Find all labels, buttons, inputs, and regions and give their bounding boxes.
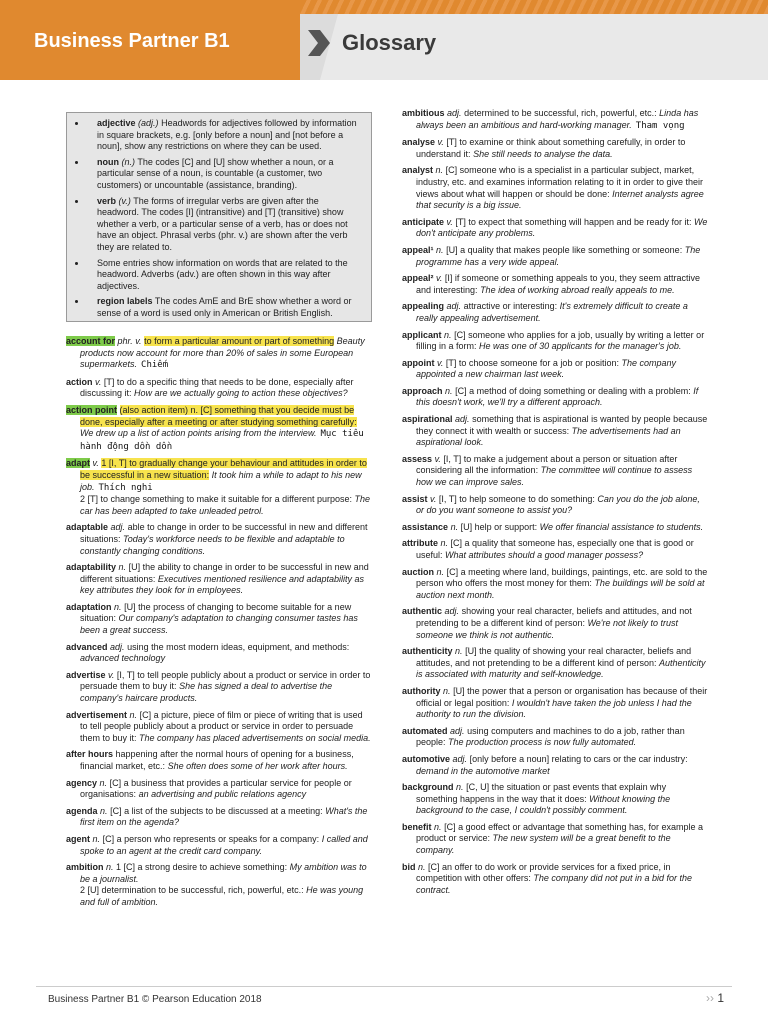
entry-pos: n. [434,821,442,832]
entry-example: The new system will be a great benefit to the company. [416,833,671,856]
glossary-entry [66,670,372,705]
entry-example: The production process is now fully automated. [448,737,637,748]
handwritten-note: Chiếm [141,360,169,371]
entry-pos: v. [434,453,441,464]
entry-definition: [T] to choose someone for a job or position: [445,357,619,368]
usage-notes-box [66,112,372,322]
entry-example: The idea of working abroad really appeals to me. [480,284,675,295]
entry-example: She often does some of her work after hours. [167,761,348,771]
entry-definition: [I, T] to help someone to do something: [438,493,595,504]
note-text: The forms of irregular verbs are given after the headword. The codes [I] (intransitive) and [T] (transitive) show whether a verb, or a particular sense of a verb, has or does not have an object. Phrasal verbs (phr. v.) are shown after the verb they are related to. [97,195,348,252]
entry-example: I called and spoke to an agent at the credit card company. [80,833,368,856]
entry-example: We drew up a list of action points arising from the interview. [80,428,317,439]
entry-example: Today's workforce needs to be flexible and adaptable to constantly changing conditions. [80,533,345,556]
entry-definition: showing your real character, beliefs and attitudes, and not pretending to be a different kind of person: [416,606,692,628]
glossary-entry [402,754,708,777]
entry-headword: adaptation [66,601,112,612]
entry-pos: v. [446,216,453,227]
entry-example: an advertising and public relations agency [138,789,307,800]
page-number: 1 [717,991,725,1005]
glossary-entry [402,822,708,857]
glossary-entry [402,522,708,534]
glossary-entry [66,377,372,400]
entry-example: Can you do the job alone, or do you want someone to assist you? [416,493,700,516]
entry-headword: action [66,376,93,387]
glossary-entry [402,108,708,132]
glossary-entry [402,646,708,681]
entry-pos: adj. [110,641,125,652]
footer-text: Business Partner B1 © Pearson Education 2018 [48,994,262,1005]
entry-pos: n. [440,538,449,549]
entry-pos: n. [418,861,426,872]
usage-note [87,157,363,192]
entry-headword: anticipate [402,216,445,227]
handwritten-note: Thích nghi [98,482,153,493]
note-text: The codes [C] and [U] show whether a noun, or a particular sense of a noun, is countable (a customer, two customers) or uncountable (assistance, branding). [97,156,334,190]
glossary-entry [66,336,372,372]
entry-headword: authenticity [402,646,453,657]
entry-pos: n. [456,782,464,793]
entry-headword: agenda [66,805,98,816]
entry-definition: [I, T] to make a judgement about a person or situation after considering all the information: [416,453,678,476]
note-text: The codes AmE and BrE show whether a word or sense of a word is used only in American or British English. [97,296,352,318]
entry-pos: adj. [444,606,460,617]
note-text: Some entries show information on words that are related to the headword. Adverbs (adv.) are often shown in this way after adjectives. [97,257,348,291]
entry-pos: n. [100,805,108,816]
glossary-entry [402,567,708,602]
note-pos: (v.) [118,195,131,206]
entry-example: The advertisements had an aspirational look. [416,425,681,448]
entry-definition: determined to be successful, rich, powerful, etc.: [464,108,657,118]
entry-definition: [C] a list of the subjects to be discussed at a meeting: [110,805,323,816]
entry-example: The company appointed a new chairman last week. [416,357,677,380]
entry-pos: phr. v. [117,336,142,346]
entry-headword: bid [402,861,416,872]
entry-headword: appoint [402,357,435,368]
entry-headword: ambitious [402,108,445,118]
entry-headword: approach [402,385,443,396]
entry-definition: [C] someone who applies for a job, usually by writing a letter or filling in a form: [416,329,705,352]
usage-notes-list [75,118,363,320]
glossary-entry [66,834,372,857]
entry-pos: n. [455,646,463,657]
usage-note [87,296,363,319]
entry-pos: n. [436,244,444,255]
entry-headword: assist [402,493,428,504]
entry-pos: n. [106,862,114,873]
entry-example: demand in the automotive market [416,765,550,776]
entry-example: We don't anticipate any problems. [416,216,708,239]
entry-headword: advanced [66,641,108,652]
entry-example: What's the first item on the agenda? [80,805,368,828]
entry-example: Internet analysts agree that security is a big issue. [416,188,704,211]
entry-definition: [T] to examine or think about something carefully, in order to understand it: [416,137,686,159]
entry-pos: v. [437,137,444,148]
left-column [66,112,372,914]
handwritten-note: Tham vọng [635,120,685,131]
entry-definition: attractive or interesting: [463,301,558,312]
entry-example: What attributes should a good manager possess? [445,550,644,560]
entry-pos: v. [108,669,115,680]
footer-rule [36,986,732,987]
entry-definition: able to change in order to be successful in new and different situations: [80,522,368,544]
entry-definition: (also action item) n. [C] something that you decide must be done, especially after a meeting or after studying something carefully: [80,404,357,427]
entry-headword: assistance [402,521,449,532]
entry-definition: happening after the normal hours of opening for a business, financial market, etc.: [80,749,354,771]
glossary-entry [66,562,372,597]
usage-note [87,258,363,293]
entry-definition: using the most modern ideas, equipment, and methods: [127,641,350,652]
entry-definition: [U] the ability to change in order to be successful in new and different situations: [80,562,369,584]
entry-pos: n. [436,566,445,577]
entry-pos: v. [95,376,102,387]
entry-example: My ambition was to be a journalist. [80,862,367,884]
glossary-entry [402,386,708,409]
entry-definition: using computers and machines to do a job, rather than people: [416,725,685,748]
glossary-entry [66,522,372,557]
glossary-entry [402,217,708,240]
entry-pos: n. [129,709,138,720]
entry-example: The buildings will be sold at auction next month. [416,578,705,600]
glossary-entry [66,602,372,637]
brand-title: Business Partner B1 [34,30,230,52]
glossary-entry [402,862,708,897]
entry-example: We're not likely to trust someone we think is not authentic. [416,617,679,640]
entry-example: Authenticity is associated with maturity and self-knowledge. [416,657,706,680]
entry-definition-2: 2 [T] to change something to make it suitable for a different purpose: [80,494,352,505]
entry-definition: [T] to do a specific thing that needs to be done, especially after discussing it: [80,376,354,399]
entry-example: The committee will continue to assess how we can improve sales. [416,465,693,488]
entry-pos: n. [92,833,101,844]
glossary-entry [402,454,708,489]
entry-headword: appeal¹ [402,244,434,255]
entry-headword: adaptability [66,562,117,573]
entry-pos: n. [435,165,444,176]
entry-definition: [U] a quality that makes people like something or someone: [446,244,683,255]
entry-headword: background [402,782,454,793]
entry-headword: analyst [402,165,434,176]
entry-example-2: The car has been adapted to take unleaded petrol. [80,494,371,516]
note-term: adjective [97,118,136,128]
entry-pos: v. [430,493,437,504]
glossary-entry [402,165,708,211]
entry-headword: attribute [402,538,438,549]
entry-example: If this doesn't work, we'll try a different approach. [416,385,699,408]
entry-definition: [I, T] to tell people publicly about a product or service in order to persuade them to buy it: [80,669,371,692]
entry-headword: account for [66,336,116,346]
glossary-entry [402,301,708,324]
entry-pos: adj. [446,301,462,312]
entry-pos: n. [450,521,459,532]
entry-headword: adaptable [66,522,109,533]
entry-headword: auction [402,566,435,577]
entry-example: The company has placed advertisements on social media. [139,732,371,743]
entry-example: It's extremely difficult to create a really appealing advertisement. [416,301,688,323]
entry-headword: aspirational [402,414,453,425]
entry-headword: automated [402,725,448,736]
entry-example: The programme has a very wide appeal. [416,244,701,267]
entry-definition: [I] if someone or something appeals to you, they seem attractive and interesting: [416,273,701,295]
entry-headword: appeal² [402,273,434,284]
entry-definition-2: 2 [U] determination to be successful, rich, powerful, etc.: [80,885,304,896]
handwritten-note: Mục tiêu hành động dồn dồn [80,429,364,452]
glossary-entry [66,862,372,908]
entry-pos: n. [444,329,452,340]
entry-definition: [C] someone who is a specialist in a particular subject, market, industry, etc. and examines information relating to it in order to give their views about what will happen or should be done: [416,165,703,199]
entry-pos: v. [436,273,443,284]
entry-definition: [C] a method of doing something or dealing with a problem: [455,385,691,396]
entry-headword: advertise [66,669,106,680]
entry-example: Without knowing the background to the case, I couldn't possibly comment. [416,793,671,816]
entry-example: It took him a while to adapt to his new job. [80,469,362,492]
entry-example: How are we actually going to action these objectives? [134,388,348,399]
entry-headword: action point [66,404,117,415]
entry-headword: analyse [402,137,436,148]
entry-definition: [T] to expect that something will happen and be ready for it: [455,216,692,227]
glossary-entry [402,358,708,381]
entry-headword: appealing [402,301,445,312]
usage-note [87,196,363,254]
entry-headword: after hours [66,749,114,760]
entry-pos: n. [118,562,127,573]
double-chevron-icon: ›› [706,991,714,1005]
entry-example-2: He was young and full of ambition. [80,885,364,907]
glossary-entry [402,273,708,296]
entry-definition: [U] the quality of showing your real character, beliefs and attitudes, and not pretending to be a different kind of person: [416,646,692,668]
right-column [402,108,708,901]
note-pos: (adj.) [138,118,159,128]
glossary-entry [402,726,708,749]
page-number-area [706,991,724,1005]
entry-headword: benefit [402,821,432,832]
entry-pos: adj. [450,725,465,736]
entry-pos: n. [443,685,451,696]
left-entries [66,336,372,909]
entry-headword: applicant [402,329,442,340]
entry-pos: v. [437,357,444,368]
entry-definition: [U] the power that a person or organisation has because of their official or legal position: [416,685,708,708]
glossary-entry [402,686,708,721]
entry-definition: [U] help or support: [460,521,538,532]
entry-headword: adapt [66,458,91,469]
glossary-entry [66,710,372,745]
entry-example: She still needs to analyse the data. [473,148,613,159]
entry-definition: [C] an offer to do work or provide services for a fixed price, in competition with other offers: [416,861,671,884]
entry-example: We offer financial assistance to students. [539,521,704,532]
entry-example: I wouldn't have taken the job unless I had the authority to run the division. [416,697,692,720]
entry-definition: [C] a meeting where land, buildings, paintings, etc. are sold to the person who offers the most money for them: [416,566,708,589]
glossary-entry [66,749,372,772]
entry-example: Executives mentioned resilience and adaptability as key attributes they look for in employees. [80,573,365,596]
entry-pos: adj. [455,414,470,425]
entry-definition: something that is aspirational is wanted by people because they connect it with wealth or success: [416,414,708,436]
entry-definition: [C] a picture, piece of film or piece of writing that is used to tell people publicly about a product or service in order to persuade them to buy it: [80,709,363,743]
entry-pos: adj. [110,522,126,533]
glossary-entry [66,778,372,801]
entry-headword: authentic [402,606,443,617]
usage-note [87,118,363,153]
glossary-entry [402,606,708,641]
glossary-entry [66,458,372,517]
glossary-entry [66,405,372,453]
glossary-entry [402,245,708,268]
chevron-right-icon [306,28,332,58]
glossary-entry [402,414,708,449]
glossary-entry [402,494,708,517]
entry-example: The company did not put in a bid for the contract. [416,873,693,895]
entry-pos: n. [99,777,108,788]
entry-example: She has signed a deal to advertise the company's haircare products. [80,681,333,704]
note-text: Headwords for adjectives followed by information in square brackets, e.g. [only before a noun] and [not before a noun], show any restrictions on where they can be used. [97,118,357,152]
entry-definition: 1 [I, T] to gradually change your behaviour and attitudes in order to be successful in a new situation: [80,458,367,480]
entry-definition: [C] a business that provides a particular service for people or organisations: [80,777,352,800]
entry-headword: ambition [66,862,104,873]
entry-headword: advertisement [66,709,128,720]
entry-pos: adj. [447,108,462,118]
entry-example: Beauty products now account for more than 20% of sales in some European supermarkets. [80,336,365,370]
entry-pos: v. [92,458,99,469]
entry-example: advanced technology [80,653,166,664]
entry-definition: [only before a noun] relating to cars or the car industry: [469,753,688,764]
entry-headword: assess [402,453,433,464]
glossary-entry [66,806,372,829]
header-stripe-pattern [300,0,768,14]
entry-headword: agency [66,777,98,788]
note-term: verb [97,195,117,206]
entry-pos: n. [114,601,122,612]
entry-definition: [U] the process of changing to become suitable for a new situation: [80,601,352,624]
entry-headword: agent [66,833,91,844]
entry-definition: [C] a person who represents or speaks for a company: [102,833,320,844]
section-title: Glossary [342,30,437,55]
glossary-entry [402,782,708,817]
glossary-entry [402,137,708,160]
entry-example: Linda has always been an ambitious and hard-working manager. [416,108,699,130]
entry-definition: [C] a quality that someone has, especially one that is good or useful: [416,538,694,560]
entry-pos: adj. [452,753,468,764]
entry-headword: automotive [402,753,451,764]
note-term: noun [97,156,119,167]
right-entries [402,108,708,896]
entry-definition: [C] a good effect or advantage that something has, for example a product or service: [416,821,704,844]
entry-example: Our company's adaptation to changing consumer tastes has been a great success. [80,613,358,636]
entry-definition: 1 [C] a strong desire to achieve something: [116,862,288,873]
glossary-entry [402,330,708,353]
glossary-entry [402,538,708,561]
note-pos: (n.) [121,156,136,167]
glossary-entry [66,642,372,665]
entry-definition: [C, U] the situation or past events that explain why something happens in the way that it does: [416,782,667,804]
entry-example: He was one of 30 applicants for the manager's job. [479,341,682,352]
page-header [0,0,768,80]
entry-pos: n. [445,385,453,396]
entry-definition: to form a particular amount or part of something [144,336,335,346]
entry-headword: authority [402,685,441,696]
note-term: region labels [97,296,153,307]
